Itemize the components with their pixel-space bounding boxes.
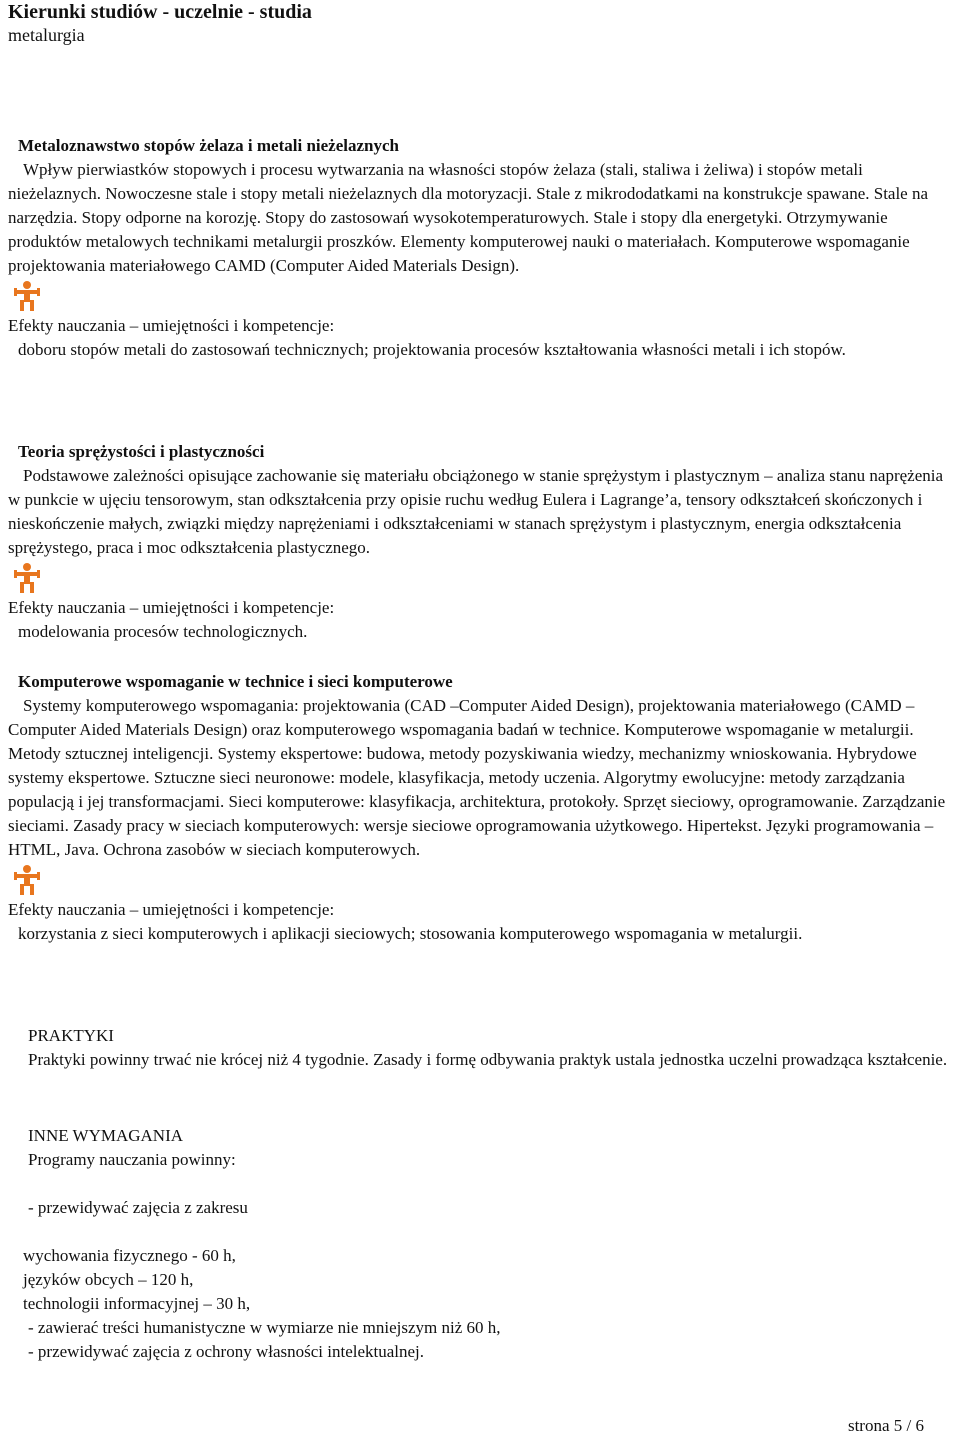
page-number: strona 5 / 6 (847, 1416, 924, 1435)
inne-wymagania-section (8, 1124, 950, 1364)
effects-label: Efekty nauczania – umiejętności i kompetencje: (8, 598, 335, 617)
section-teoria (8, 440, 950, 644)
section-metaloznawstwo (8, 134, 950, 362)
section-heading: Metaloznawstwo stopów żelaza i metali nieżelaznych (18, 136, 399, 155)
praktyki-heading: PRAKTYKI (28, 1026, 114, 1045)
praktyki-section (8, 1024, 950, 1072)
requirement-subitem: technologii informacyjnej – 30 h, (23, 1294, 251, 1313)
section-body: Podstawowe zależności opisujące zachowanie się materiału obciążonego w stanie sprężystym i plastycznym – analiza stanu naprężenia w punkcie w ujęciu tensorowym, stan odkształcenia przy opisie ruchu według Eulera i Lagrange’a, tensory odkształceń skończonych i nieskończenie małych, związki między naprężeniami i odkształceniami w stanach sprężystym i plastycznym, energia odkształcenia sprężystego, praca i moc odkształcenia plastycznego. (8, 466, 944, 557)
section-body: Systemy komputerowego wspomagania: projektowania (CAD –Computer Aided Design), projektowania materiałowego (CAMD – Computer Aided Materials Design) oraz komputerowego wspomagania badań w technice. Komputerowe wspomaganie w metalurgii. Metody sztucznej inteligencji. Systemy ekspertowe: budowa, metody pozyskiwania wiedzy, mechanizmy wnioskowania. Hybrydowe systemy ekspertowe. Sztuczne sieci neuronowe: modele, klasyfikacja, metody uczenia. Algorytmy ewolucyjne: metody zarządzania populacją i jej transformacjami. Sieci komputerowe: klasyfikacja, architektura, protokoły. Sprzęt sieciowy, oprogramowanie. Zarządzanie sieciami. Zasady pracy w sieciach komputerowych: wersje sieciowe oprogramowania użytkowego. Hipertekst. Języki programowania – HTML, Java. Ochrona zasobów w sieciach komputerowych. (8, 696, 946, 859)
requirement-item: - przewidywać zajęcia z ochrony własności intelektualnej. (28, 1342, 425, 1361)
page-title: Kierunki studiów - uczelnie - studia (8, 1, 312, 23)
effects-text: modelowania procesów technologicznych. (18, 622, 308, 641)
inne-heading: INNE WYMAGANIA (28, 1126, 184, 1145)
person-icon (10, 280, 44, 312)
section-heading: Teoria sprężystości i plastyczności (18, 442, 265, 461)
effects-text: doboru stopów metali do zastosowań technicznych; projektowania procesów kształtowania własności metali i ich stopów. (18, 340, 846, 359)
section-komputerowe (8, 670, 950, 946)
effects-label: Efekty nauczania – umiejętności i kompetencje: (8, 316, 335, 335)
requirement-subitem: wychowania fizycznego - 60 h, (23, 1246, 236, 1265)
inne-intro: Programy nauczania powinny: (28, 1150, 236, 1169)
section-body: Wpływ pierwiastków stopowych i procesu wytwarzania na własności stopów żelaza (stali, staliwa i żeliwa) i stopów metali nieżelaznych. Nowoczesne stale i stopy metali nieżelaznych dla motoryzacji. Stale z mikrododatkami na konstrukcje spawane. Stale na narzędzia. Stopy odporne na korozję. Stopy do zastosowań wysokotemperaturowych. Stale i stopy dla energetyki. Otrzymywanie produktów metalowych technikami metalurgii proszków. Elementy komputerowej nauki o materiałach. Komputerowe wspomaganie projektowania materiałowego CAMD (Computer Aided Materials Design). (8, 160, 929, 275)
requirement-subitem: języków obcych – 120 h, (23, 1270, 194, 1289)
person-icon (10, 562, 44, 594)
page-header (8, 0, 312, 46)
effects-label: Efekty nauczania – umiejętności i kompetencje: (8, 900, 335, 919)
praktyki-text: Praktyki powinny trwać nie krócej niż 4 tygodnie. Zasady i formę odbywania praktyk ustala jednostka uczelni prowadząca kształcenie. (28, 1050, 948, 1069)
page-subtitle: metalurgia (8, 25, 85, 45)
person-icon (10, 864, 44, 896)
section-heading: Komputerowe wspomaganie w technice i sieci komputerowe (18, 672, 453, 691)
requirement-item: - przewidywać zajęcia z zakresu (28, 1198, 248, 1217)
requirement-item: - zawierać treści humanistyczne w wymiarze nie mniejszym niż 60 h, (28, 1318, 501, 1337)
effects-text: korzystania z sieci komputerowych i aplikacji sieciowych; stosowania komputerowego wspomagania w metalurgii. (18, 924, 803, 943)
